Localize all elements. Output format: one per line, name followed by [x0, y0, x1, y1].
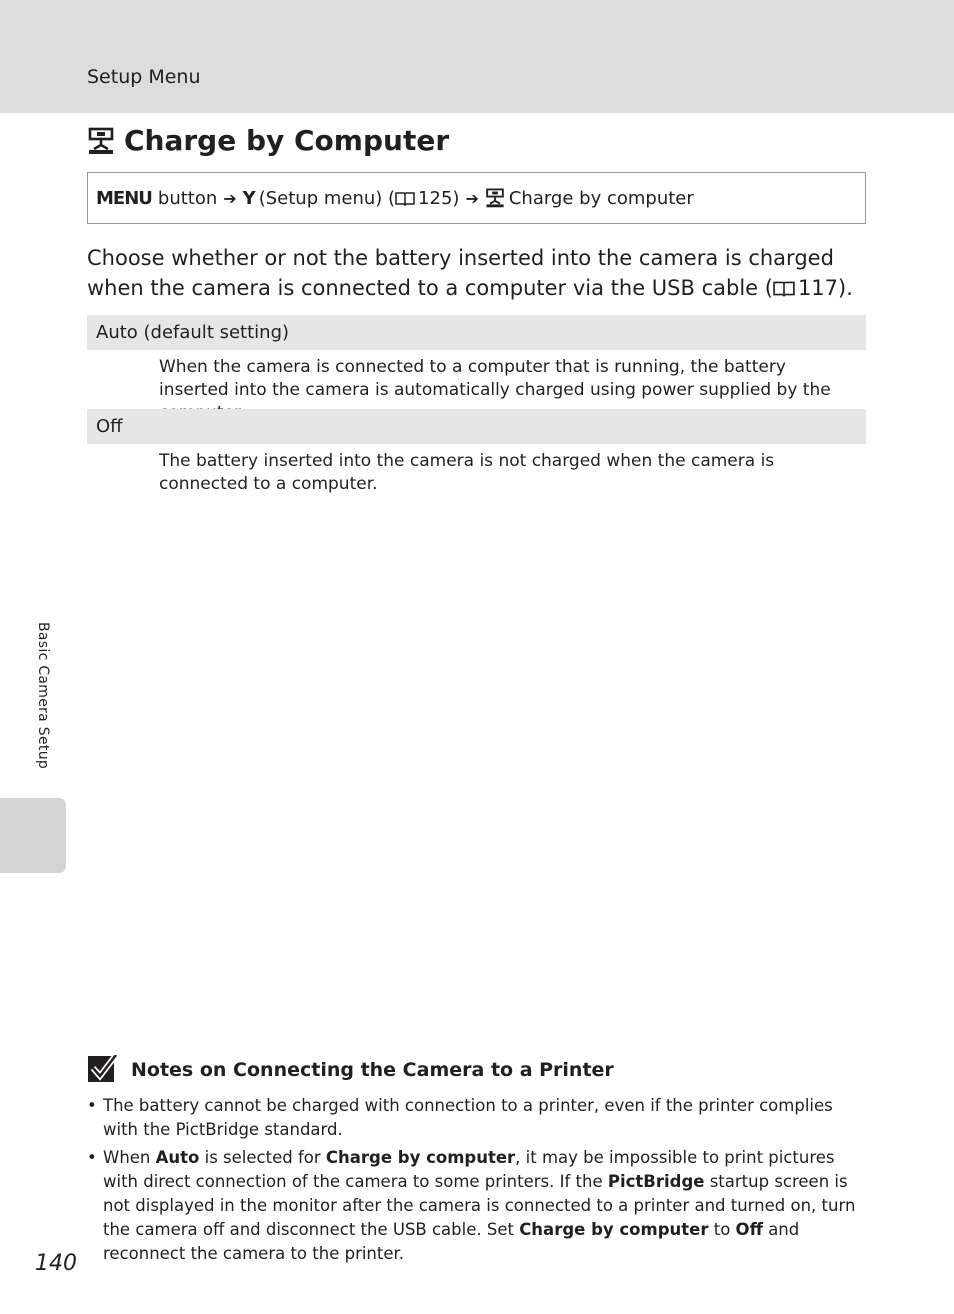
book-reference-icon — [395, 191, 415, 206]
notes-heading — [87, 1055, 614, 1085]
note-check-icon — [87, 1055, 117, 1085]
page-title — [87, 124, 449, 157]
charge-by-computer-text: Charge by computer — [508, 187, 694, 209]
page-number: 140 — [35, 1251, 77, 1276]
note-bold: Charge by computer — [325, 1148, 516, 1167]
note-bold: Auto — [155, 1148, 200, 1167]
arrow-right-icon: ➔ — [465, 188, 479, 208]
note-text: is selected for — [199, 1148, 326, 1167]
page-title-text: Charge by Computer — [124, 124, 450, 157]
option-auto-label: Auto (default setting) — [87, 315, 866, 350]
arrow-right-icon: ➔ — [223, 188, 237, 208]
usb-charge-icon — [87, 127, 115, 155]
intro-paragraph — [87, 243, 867, 303]
navigation-path — [87, 172, 866, 224]
note-text: , it may be impossible to print pictures with direct connection of the camera to some printers. If the — [103, 1148, 835, 1191]
menu-button-glyph: MENU — [96, 187, 152, 209]
bullet-icon: • — [87, 1096, 97, 1115]
setup-menu-text: (Setup menu) ( — [258, 187, 396, 209]
note-text: The battery cannot be charged with connection to a printer, even if the printer complies with the PictBridge standard. — [103, 1096, 833, 1139]
notes-list — [87, 1094, 867, 1270]
header-bar — [0, 0, 954, 113]
note-bold: Charge by computer — [519, 1220, 709, 1239]
notes-title: Notes on Connecting the Camera to a Printer — [131, 1059, 614, 1081]
option-off-label: Off — [87, 409, 866, 444]
option-off-description: The battery inserted into the camera is not charged when the camera is connected to a computer. — [159, 451, 775, 494]
wrench-icon: Y — [242, 187, 256, 209]
setup-page-ref: 125) — [418, 187, 460, 209]
book-reference-icon — [773, 280, 795, 297]
side-tab-label: Basic Camera Setup — [35, 622, 51, 770]
note-text: to — [708, 1220, 736, 1239]
list-item — [87, 1094, 867, 1142]
button-text: button — [157, 187, 218, 209]
note-text: startup screen is not displayed in the monitor after the camera is connected to a printer and turned on, turn the camera off and disconnect the USB cable. Set — [103, 1172, 856, 1239]
note-bold: Off — [735, 1220, 763, 1239]
intro-page-ref: 117). — [797, 276, 853, 300]
note-text: When — [103, 1148, 156, 1167]
option-auto-description: When the camera is connected to a computer that is running, the battery inserted into the camera is automatically charged using power supplied by the — [159, 357, 831, 400]
intro-text: Choose whether or not the battery inserted into the camera is charged when the camera is connected to a computer via the USB cable ( — [87, 246, 834, 300]
list-item — [87, 1146, 867, 1266]
note-text: and reconnect the camera to the printer. — [103, 1220, 800, 1263]
section-label: Setup Menu — [87, 66, 201, 88]
note-bold: PictBridge — [607, 1172, 705, 1191]
usb-charge-icon — [485, 188, 505, 208]
side-tab — [0, 798, 66, 873]
bullet-icon: • — [87, 1148, 97, 1167]
